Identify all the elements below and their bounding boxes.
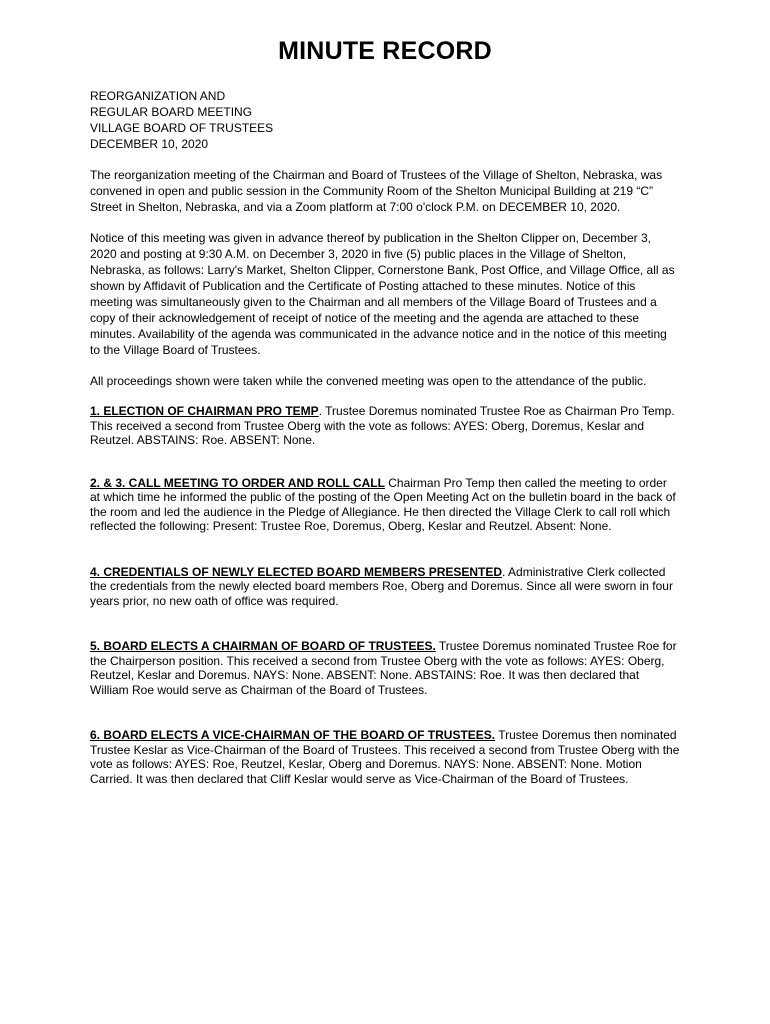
agenda-item-label: 4. CREDENTIALS OF NEWLY ELECTED BOARD MEMBERS PRESENTED [90,564,503,579]
agenda-item-4 [90,565,680,609]
agenda-item-text: . Administrative Clerk collected the credentials from the newly elected board members Roe, Oberg and Doremus. Since all were sworn in four years prior, no new oath of office was required. [90,564,673,608]
agenda-item-1 [90,404,680,448]
agenda-item-label: 5. BOARD ELECTS A CHAIRMAN OF BOARD OF TRUSTEES. [90,639,436,653]
agenda-item-2-3 [90,476,680,534]
heading-line: VILLAGE BOARD OF TRUSTEES [90,121,274,135]
heading-line: DECEMBER 10, 2020 [90,137,209,151]
meeting-heading [90,88,680,152]
heading-line: REORGANIZATION AND [90,89,226,103]
page-title: MINUTE RECORD [278,37,492,65]
document-page [90,36,680,786]
agenda-item-5 [90,639,680,697]
agenda-item-text: . Trustee Doremus nominated Trustee Roe as Chairman Pro Temp. This received a second from Trustee Oberg with the vote as follows: AYES: Oberg, Doremus, Keslar and Reutzel. ABSTAINS: Roe. ABSENT: None. [90,404,675,447]
proceedings-paragraph: All proceedings shown were taken while the convened meeting was open to the attendance of the public. [90,374,647,388]
agenda-item-text: Trustee Doremus then nominated Trustee Keslar as Vice-Chairman of the Board of Trustees. This received a second from Trustee Oberg with the vote as follows: AYES: Roe, Reutzel, Keslar, Oberg and Doremus. NAYS: None. ABSENT: None. Motion Carried. It was then declared that Cliff Keslar would serve as Vice-Chairman of the Board of Trustees. [90,728,680,786]
heading-line: REGULAR BOARD MEETING [90,105,253,119]
intro-paragraph: The reorganization meeting of the Chairman and Board of Trustees of the Village of Shelton, Nebraska, was convened in open and public session in the Community Room of the Shelton Municipal Building at 219 “C” Street in Shelton, Nebraska, and via a Zoom platform at 7:00 o'clock P.M. on DECEMBER 10, 2020. [90,168,663,214]
agenda-item-label: 1. ELECTION OF CHAIRMAN PRO TEMP [90,404,319,418]
agenda-item-6 [90,728,680,786]
notice-paragraph: Notice of this meeting was given in advance thereof by publication in the Shelton Clipper on, December 3, 2020 and posting at 9:30 A.M. on December 3, 2020 in five (5) public places in the Village of Shelton, Nebraska, as follows: Larry's Market, Shelton Clipper, Cornerstone Bank, Post Office, and Village Office, all as shown by Affidavit of Publication and the Certificate of Posting attached to these minutes. Notice of this meeting was simultaneously given to the Chairman and all members of the Village Board of Trustees and a copy of their acknowledgement of receipt of notice of the meeting and the agenda are attached to these minutes. Availability of the agenda was communicated in the advance notice and in the notice of this meeting to the Village Board of Trustees. [90,231,675,357]
agenda-item-label: 6. BOARD ELECTS A VICE-CHAIRMAN OF THE BOARD OF TRUSTEES. [90,728,496,742]
agenda-item-text: Trustee Doremus nominated Trustee Roe for the Chairperson position. This received a second from Trustee Oberg with the vote as follows: AYES: Oberg, Reutzel, Keslar and Doremus. NAYS: None. ABSENT: None. ABSTAINS: Roe. It was then declared that William Roe would serve as Chairman of the Board of Trustees. [90,639,677,697]
agenda-item-text: Chairman Pro Temp then called the meeting to order at which time he informed the public of the posting of the Open Meeting Act on the bulletin board in the back of the room and led the audience in the Pledge of Allegiance. He then directed the Village Clerk to call roll which reflected the following: Present: Trustee Roe, Doremus, Oberg, Keslar and Reutzel. Absent: None. [90,475,676,533]
agenda-item-label: 2. & 3. CALL MEETING TO ORDER AND ROLL CALL [90,475,385,490]
